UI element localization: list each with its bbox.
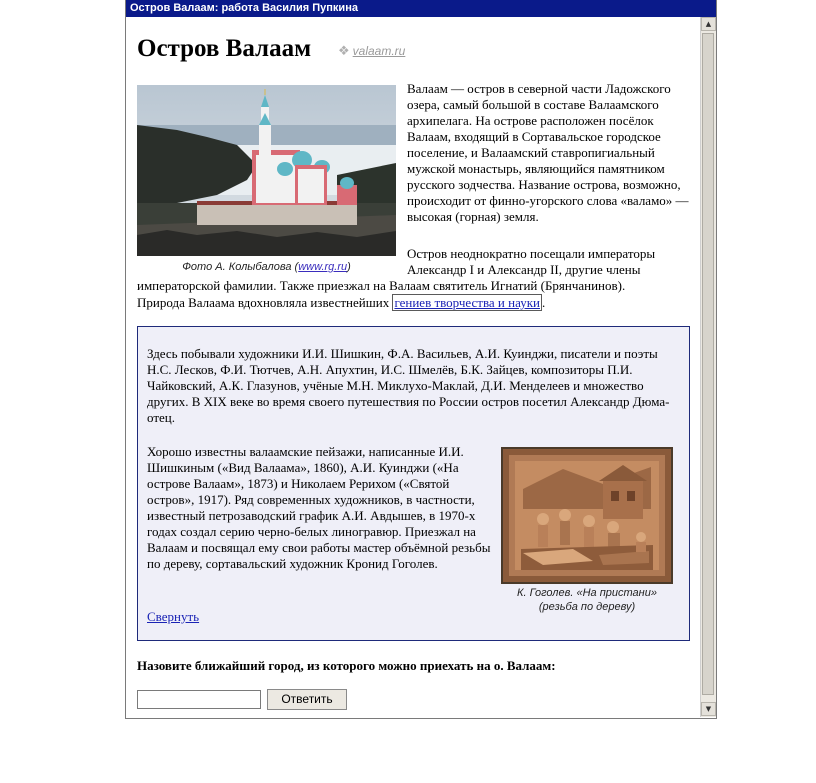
photo1-caption: Фото А. Колыбалова (www.rg.ru) xyxy=(182,261,351,273)
nature-line: Природа Валаама вдохновляла известнейших гениев творчества и науки . xyxy=(137,295,546,310)
emperors-paragraph-start xyxy=(407,246,697,278)
vertical-scrollbar[interactable] xyxy=(700,17,716,717)
quiz-question: Назовите ближайший город, из которого можно приехать на о. Валаам: xyxy=(137,658,556,673)
answer-input[interactable] xyxy=(137,690,261,709)
monastery-illustration xyxy=(137,85,396,256)
photo2-caption: К. Гоголев. «На пристани» (резьба по дереву) xyxy=(517,587,657,613)
geniuses-link[interactable]: гениев творчества и науки xyxy=(394,295,540,310)
page-content xyxy=(126,17,699,717)
emperors-line-wide: императорской фамилии. Также приезжал на Валаам святитель Игнатий (Брянчанинов). xyxy=(137,278,626,293)
site-link-text[interactable]: valaam.ru xyxy=(352,44,406,58)
emperors-line: Остров неоднократно посещали императоры xyxy=(407,246,656,261)
wood-carving-photo xyxy=(501,447,673,584)
visitors-paragraph: Здесь побывали художники И.И. Шишкин, Ф.А. Васильев, А.И. Куинджи, писатели и поэты Н.С. Лесков, Ф.И. Тютчев, А.Н. Апухтин, И.С. Шмелёв, Б.К. Зайцев, композиторы П.И. Чайковский, А.К. Глазунов, учёные М.Н. Миклухо-Маклай, Д.И. Менделеев и множество других. В XIX веке во время своего путешествия по России остров посетил Александр Дюма-отец. xyxy=(147,346,670,425)
window-title: Остров Валаам: работа Василия Пупкина xyxy=(126,0,716,17)
scroll-down-icon[interactable]: ▼ xyxy=(701,702,716,716)
intro-paragraph: Валаам — остров в северной части Ладожского озера, самый большой в составе Валаамского архипелага. На острове расположен посёлок Валаам, входящий в Сортавальское городское поселение, и Валаамский ставропигиальный мужской монастырь, являющийся памятником русского зодчества. Название острова, возможно, происходит от финно-угорского слова «валамо» — высокая (горная) земля. xyxy=(407,81,689,224)
site-link[interactable] xyxy=(338,43,405,59)
answer-button[interactable]: Ответить xyxy=(267,689,347,710)
scroll-thumb[interactable] xyxy=(702,33,714,695)
valaam-monastery-photo xyxy=(137,85,396,256)
browser-window xyxy=(125,0,717,719)
collapse-link[interactable]: Свернуть xyxy=(147,609,200,624)
emperors-line: Александр I и Александр II, другие члены xyxy=(407,262,641,277)
diamond-link-icon: ❖ xyxy=(338,43,350,58)
wood-carving-illustration xyxy=(503,449,671,582)
visitors-infobox xyxy=(137,326,690,641)
scroll-up-icon[interactable]: ▲ xyxy=(701,17,716,31)
landscapes-paragraph: Хорошо известны валаамские пейзажи, написанные И.И. Шишкиным («Вид Валаама», 1860), А.И. Куинджи («На острове Валаам», 1873) и Николаем Рерихом («Святой остров», 1917). Ряд современных художников, в частности, известный петрозаводский график А.И. Авдышев, в 1970-х годах создал серию черно-белых линогравюр. Приезжал на Валаам и посвящал ему свои работы мастер объёмной резьбы по дереву, сортавальский художник Кронид Гоголев. xyxy=(147,444,491,571)
rg-ru-link[interactable]: www.rg.ru xyxy=(298,261,348,273)
page-title: Остров Валаам xyxy=(137,35,312,62)
